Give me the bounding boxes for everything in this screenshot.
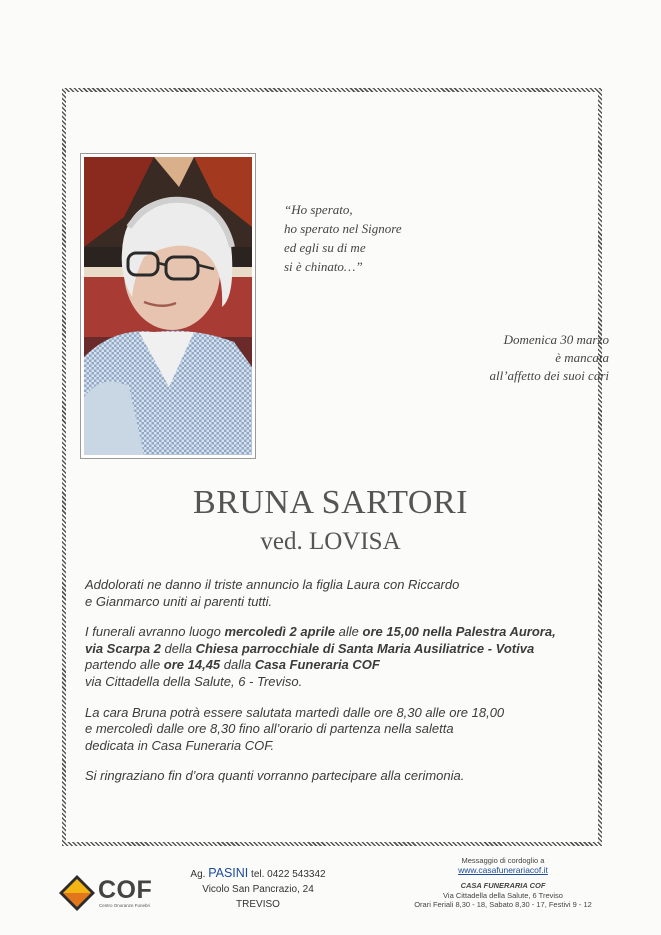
thanks-paragraph <box>85 768 595 785</box>
text-line: Addolorati ne danno il triste annuncio la figlia Laura con Riccardo <box>85 577 460 592</box>
memorial-quote <box>284 200 402 276</box>
cof-logo-icon <box>58 874 96 912</box>
condolence-info <box>398 856 608 910</box>
funeral-paragraph <box>85 624 595 690</box>
quote-line: ho sperato nel Signore <box>284 221 402 236</box>
visitation-paragraph <box>85 705 595 755</box>
portrait-photo <box>80 153 256 459</box>
funeral-home-address: Via Cittadella della Salute, 6 Treviso <box>443 890 563 900</box>
text-line: e Gianmarco uniti ai parenti tutti. <box>85 593 273 609</box>
date-line: all’affetto dei suoi cari <box>489 368 609 383</box>
quote-line: “Ho sperato, <box>284 202 353 217</box>
text-line: I funerali avranno luogo mercoledì 2 aprile alle ore 15,00 nella Palestra Aurora, <box>85 624 556 640</box>
date-line: Domenica 30 marzo <box>503 332 609 347</box>
date-line: è mancata <box>555 350 609 365</box>
text-line: e mercoledì dalle ore 8,30 fino all’orario di partenza nella saletta <box>85 721 454 737</box>
notice-body <box>85 577 595 799</box>
funeral-home-name: CASA FUNERARIA COF <box>460 881 546 890</box>
deceased-name: BRUNA SARTORI <box>193 484 468 521</box>
quote-line: si è chinato…” <box>284 259 363 274</box>
agency-city: TREVISO <box>236 899 280 910</box>
announcement-paragraph <box>85 577 595 610</box>
death-notice-date <box>489 331 609 385</box>
cof-logo-subtitle: Centro Onoranze Funebri <box>99 903 151 908</box>
cof-logo-text: COF <box>98 876 153 904</box>
agency-contact <box>178 866 338 912</box>
portrait-image <box>84 157 252 455</box>
text-line: La cara Bruna potrà essere salutata martedì dalle ore 8,30 alle ore 18,00 <box>85 704 505 720</box>
condolence-label: Messaggio di cordoglio a <box>461 856 545 865</box>
funeral-home-hours: Orari Feriali 8,30 - 18, Sabato 8,30 - 17, Festivi 9 - 12 <box>414 900 592 909</box>
text-line: partendo alle ore 14,45 dalla Casa Funeraria COF <box>85 657 380 673</box>
text-line: via Scarpa 2 della Chiesa parrocchiale di Santa Maria Ausiliatrice - Votiva <box>85 640 535 656</box>
widow-of: ved. LOVISA <box>260 528 401 555</box>
agency-name: PASINI <box>208 866 249 880</box>
text-line: Si ringraziano fin d’ora quanti vorranno partecipare alla cerimonia. <box>85 768 465 784</box>
text-line: dedicata in Casa Funeraria COF. <box>85 737 275 753</box>
agency-address: Vicolo San Pancrazio, 24 <box>202 884 314 895</box>
text-line: via Cittadella della Salute, 6 - Treviso. <box>85 673 303 689</box>
quote-line: ed egli su di me <box>284 240 366 255</box>
agency-line: Ag. PASINI tel. 0422 543342 <box>190 866 326 880</box>
condolence-link[interactable]: www.casafunerariacof.it <box>458 864 548 875</box>
